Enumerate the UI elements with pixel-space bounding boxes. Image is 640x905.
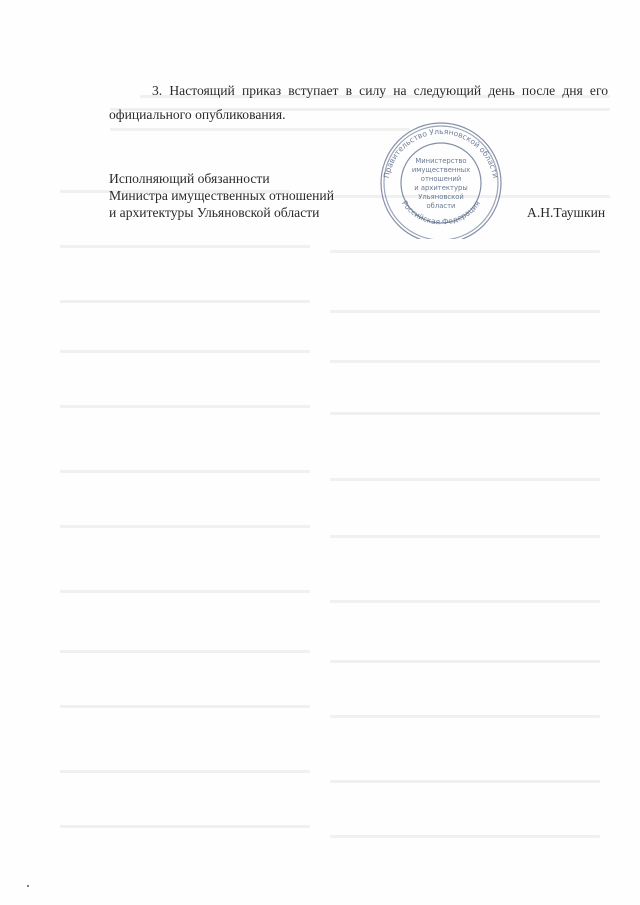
seal-bottom-text: Российская Федерация	[399, 198, 483, 227]
paragraph-effective-date: 3. Настоящий приказ вступает в силу на следующий день после дня его официального опубликования.	[109, 83, 608, 122]
position-line-3: и архитектуры Ульяновской области	[109, 205, 320, 220]
signatory-position	[109, 170, 369, 221]
official-seal	[370, 121, 512, 239]
seal-inner-line-2: имущественных	[411, 166, 471, 174]
seal-inner-line-1: Министерство	[415, 157, 467, 165]
seal-inner-line-6: области	[426, 202, 456, 210]
seal-inner-line-5: Ульяновской	[418, 193, 464, 201]
position-line-2: Министра имущественных отношений	[109, 188, 334, 203]
scan-speck	[27, 885, 29, 887]
signatory-name: А.Н.Таушкин	[527, 205, 606, 220]
seal-outer-text: Правительство Ульяновской области	[381, 126, 501, 179]
seal-inner-line-3: отношений	[420, 175, 462, 183]
seal-inner-line-4: и архитектуры	[414, 184, 468, 192]
position-line-1: Исполняющий обязанности	[109, 171, 270, 186]
